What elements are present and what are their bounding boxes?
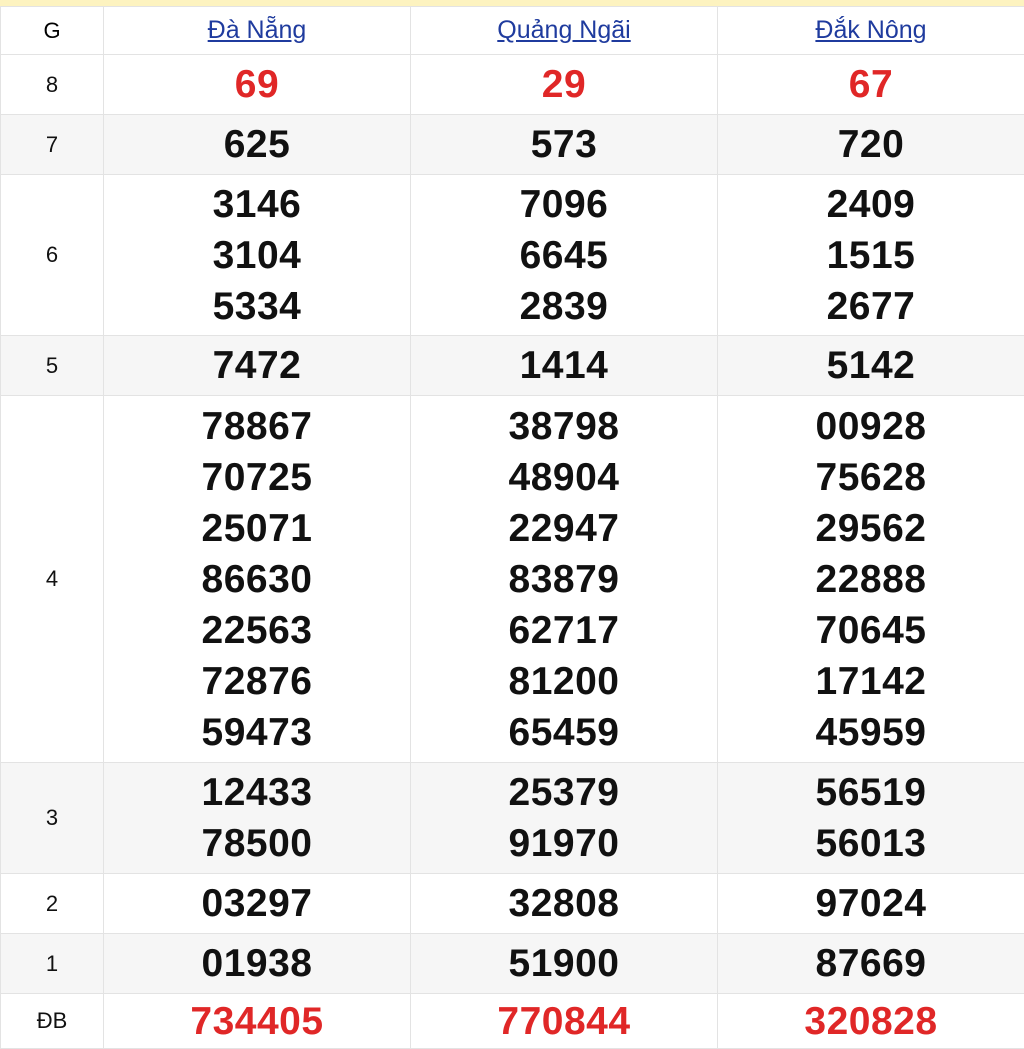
result-number-list	[718, 59, 1024, 110]
prize-label: 4	[46, 566, 58, 591]
result-number-list	[104, 59, 410, 110]
result-number: 7472	[213, 340, 302, 391]
result-number: 625	[224, 119, 291, 170]
prize-label: 5	[46, 353, 58, 378]
table-row	[1, 763, 1024, 874]
result-cell	[104, 336, 411, 396]
province-header-quang-ngai	[411, 7, 718, 55]
result-number: 25071	[202, 503, 313, 554]
result-number-list	[104, 996, 410, 1047]
result-number: 5142	[827, 340, 916, 391]
prize-label: 2	[46, 891, 58, 916]
result-number: 70645	[816, 605, 927, 656]
result-cell	[718, 175, 1024, 336]
prize-label: 3	[46, 805, 58, 830]
result-number-list	[104, 938, 410, 989]
result-cell	[411, 55, 718, 115]
prize-label-cell	[1, 336, 104, 396]
result-number: 3146	[213, 179, 302, 230]
result-number: 56013	[816, 818, 927, 869]
result-number: 59473	[202, 707, 313, 758]
result-number-list	[411, 767, 717, 869]
prize-label-cell	[1, 763, 104, 874]
table-header-row	[1, 7, 1024, 55]
result-number: 65459	[509, 707, 620, 758]
results-body	[1, 55, 1024, 1049]
result-number: 91970	[509, 818, 620, 869]
result-number: 72876	[202, 656, 313, 707]
result-cell	[411, 175, 718, 336]
prize-label-cell	[1, 874, 104, 934]
prize-label: 1	[46, 951, 58, 976]
result-number-list	[104, 401, 410, 758]
result-number-list	[104, 878, 410, 929]
result-cell	[104, 396, 411, 763]
result-number: 1515	[827, 230, 916, 281]
result-number: 32808	[509, 878, 620, 929]
result-cell	[104, 175, 411, 336]
province-header-dak-nong	[718, 7, 1024, 55]
prize-label-cell	[1, 396, 104, 763]
result-number: 86630	[202, 554, 313, 605]
table-row	[1, 396, 1024, 763]
result-number: 720	[838, 119, 905, 170]
result-number: 17142	[816, 656, 927, 707]
result-number: 78867	[202, 401, 313, 452]
result-number: 770844	[497, 996, 630, 1047]
prize-label-cell	[1, 934, 104, 994]
result-number: 45959	[816, 707, 927, 758]
lottery-results-table	[0, 6, 1024, 1049]
result-number-list	[104, 179, 410, 332]
result-number: 1414	[520, 340, 609, 391]
result-cell	[411, 934, 718, 994]
result-number: 75628	[816, 452, 927, 503]
result-number-list	[718, 767, 1024, 869]
result-cell	[104, 994, 411, 1049]
result-cell	[104, 55, 411, 115]
result-number-list	[411, 59, 717, 110]
result-number-list	[411, 878, 717, 929]
result-number: 25379	[509, 767, 620, 818]
result-number-list	[104, 767, 410, 869]
prize-label-cell	[1, 55, 104, 115]
result-number-list	[718, 996, 1024, 1047]
result-cell	[718, 874, 1024, 934]
result-number-list	[718, 401, 1024, 758]
result-number: 29562	[816, 503, 927, 554]
result-number: 56519	[816, 767, 927, 818]
result-cell	[718, 934, 1024, 994]
result-number: 320828	[804, 996, 937, 1047]
result-number: 38798	[509, 401, 620, 452]
result-cell	[411, 763, 718, 874]
province-link-quang-ngai[interactable]: Quảng Ngãi	[497, 16, 630, 44]
result-number: 7096	[520, 179, 609, 230]
result-cell	[718, 336, 1024, 396]
table-row	[1, 934, 1024, 994]
result-number: 70725	[202, 452, 313, 503]
province-link-dak-nong[interactable]: Đắk Nông	[815, 16, 926, 44]
result-number: 03297	[202, 878, 313, 929]
prize-column-header: G	[1, 7, 104, 55]
result-number-list	[718, 119, 1024, 170]
result-number: 5334	[213, 281, 302, 332]
result-number: 3104	[213, 230, 302, 281]
result-number-list	[718, 179, 1024, 332]
result-number-list	[104, 340, 410, 391]
table-row	[1, 994, 1024, 1049]
result-number: 22888	[816, 554, 927, 605]
result-number-list	[718, 878, 1024, 929]
result-number-list	[411, 179, 717, 332]
result-number: 87669	[816, 938, 927, 989]
result-cell	[104, 874, 411, 934]
result-number: 29	[542, 59, 586, 110]
prize-label: 6	[46, 242, 58, 267]
result-number-list	[411, 996, 717, 1047]
table-row	[1, 336, 1024, 396]
result-number: 48904	[509, 452, 620, 503]
result-number-list	[411, 938, 717, 989]
result-cell	[718, 994, 1024, 1049]
result-number: 69	[235, 59, 279, 110]
result-cell	[104, 934, 411, 994]
result-number: 6645	[520, 230, 609, 281]
result-cell	[718, 763, 1024, 874]
result-number: 83879	[509, 554, 620, 605]
result-number: 12433	[202, 767, 313, 818]
result-number: 573	[531, 119, 598, 170]
province-header-da-nang	[104, 7, 411, 55]
result-number: 01938	[202, 938, 313, 989]
result-number: 2677	[827, 281, 916, 332]
result-number: 2839	[520, 281, 609, 332]
result-number-list	[411, 119, 717, 170]
result-number-list	[104, 119, 410, 170]
prize-label-cell	[1, 175, 104, 336]
result-number: 2409	[827, 179, 916, 230]
result-cell	[104, 115, 411, 175]
prize-label-cell	[1, 115, 104, 175]
table-row	[1, 115, 1024, 175]
result-number: 51900	[509, 938, 620, 989]
result-cell	[411, 336, 718, 396]
result-number: 22947	[509, 503, 620, 554]
prize-label: 7	[46, 132, 58, 157]
result-number-list	[411, 340, 717, 391]
result-number: 97024	[816, 878, 927, 929]
table-row	[1, 55, 1024, 115]
result-cell	[411, 115, 718, 175]
result-number: 81200	[509, 656, 620, 707]
result-cell	[411, 874, 718, 934]
result-number: 67	[849, 59, 893, 110]
result-cell	[411, 396, 718, 763]
result-cell	[411, 994, 718, 1049]
result-cell	[718, 115, 1024, 175]
prize-label-cell	[1, 994, 104, 1049]
result-number: 78500	[202, 818, 313, 869]
table-row	[1, 874, 1024, 934]
result-number-list	[718, 340, 1024, 391]
province-link-da-nang[interactable]: Đà Nẵng	[208, 16, 307, 44]
result-number: 734405	[190, 996, 323, 1047]
result-number: 22563	[202, 605, 313, 656]
result-number: 62717	[509, 605, 620, 656]
prize-label: ĐB	[37, 1008, 68, 1033]
prize-label: 8	[46, 72, 58, 97]
result-cell	[718, 396, 1024, 763]
result-cell	[718, 55, 1024, 115]
result-number-list	[718, 938, 1024, 989]
table-row	[1, 175, 1024, 336]
result-number: 00928	[816, 401, 927, 452]
result-cell	[104, 763, 411, 874]
result-number-list	[411, 401, 717, 758]
